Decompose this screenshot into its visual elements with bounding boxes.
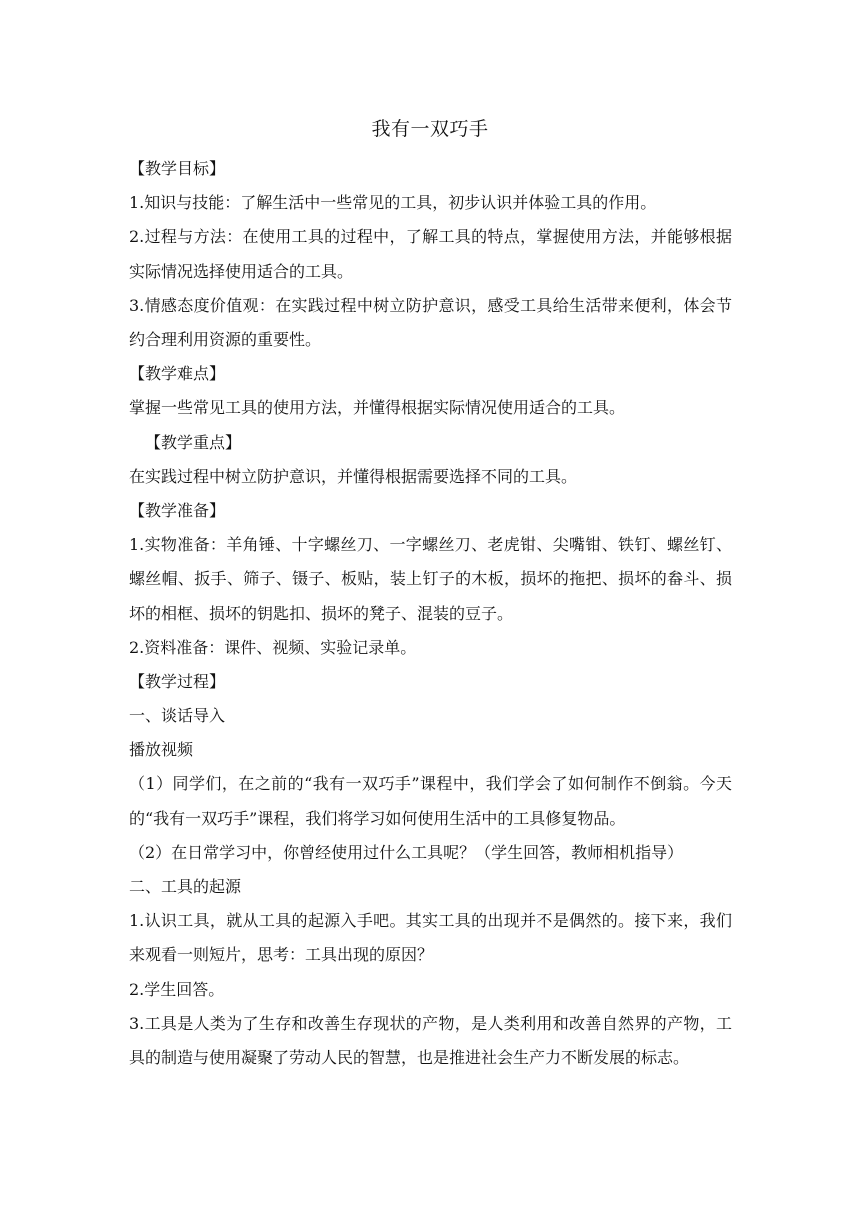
text-line: 一、谈话导入 xyxy=(129,706,226,726)
document-body xyxy=(129,152,732,1075)
paragraph: 1.认识工具，就从工具的起源入手吧。其实工具的出现并不是偶然的。接下来，我们来观看一则短片，思考：工具出现的原因？ xyxy=(129,911,732,965)
section-heading: 【教学重点】 xyxy=(145,432,242,452)
text-line: 2.学生回答。 xyxy=(129,979,225,999)
section-heading: 【教学难点】 xyxy=(129,364,226,384)
paragraph: 1.实物准备：羊角锤、十字螺丝刀、一字螺丝刀、老虎钳、尖嘴钳、铁钉、螺丝钉、螺丝帽、扳手、筛子、镊子、板贴，装上钉子的木板，损坏的拖把、损坏的畚斗、损坏的相框、损坏的钥匙扣、损坏的凳子、混装的豆子。 xyxy=(129,535,732,623)
text-line: 在实践过程中树立防护意识，并懂得根据需要选择不同的工具。 xyxy=(129,466,578,486)
section-heading: 【教学准备】 xyxy=(129,500,226,520)
text-line: 播放视频 xyxy=(129,740,194,760)
paragraph: 3.情感态度价值观：在实践过程中树立防护意识，感受工具给生活带来便利，体会节约合理利用资源的重要性。 xyxy=(129,295,732,349)
section-heading: 【教学过程】 xyxy=(129,671,226,691)
text-line: （2）在日常学习中，你曾经使用过什么工具呢？（学生回答，教师相机指导） xyxy=(129,842,684,862)
text-line: 掌握一些常见工具的使用方法，并懂得根据实际情况使用适合的工具。 xyxy=(129,398,626,418)
text-line: 2.资料准备：课件、视频、实验记录单。 xyxy=(129,637,417,657)
section-heading: 【教学目标】 xyxy=(129,159,226,178)
text-line: 1.知识与技能：了解生活中一些常见的工具，初步认识并体验工具的作用。 xyxy=(129,193,657,213)
paragraph: （1）同学们，在之前的“我有一双巧手”课程中，我们学会了如何制作不倒翁。今天的“我有一双巧手”课程，我们将学习如何使用生活中的工具修复物品。 xyxy=(129,774,732,828)
document-title: 我有一双巧手 xyxy=(371,118,489,140)
paragraph: 2.过程与方法：在使用工具的过程中，了解工具的特点，掌握使用方法，并能够根据实际情况选择使用适合的工具。 xyxy=(129,227,732,281)
text-line: 二、工具的起源 xyxy=(129,877,242,897)
paragraph: 3.工具是人类为了生存和改善生存现状的产物，是人类利用和改善自然界的产物，工具的制造与使用凝聚了劳动人民的智慧，也是推进社会生产力不断发展的标志。 xyxy=(129,1013,732,1068)
